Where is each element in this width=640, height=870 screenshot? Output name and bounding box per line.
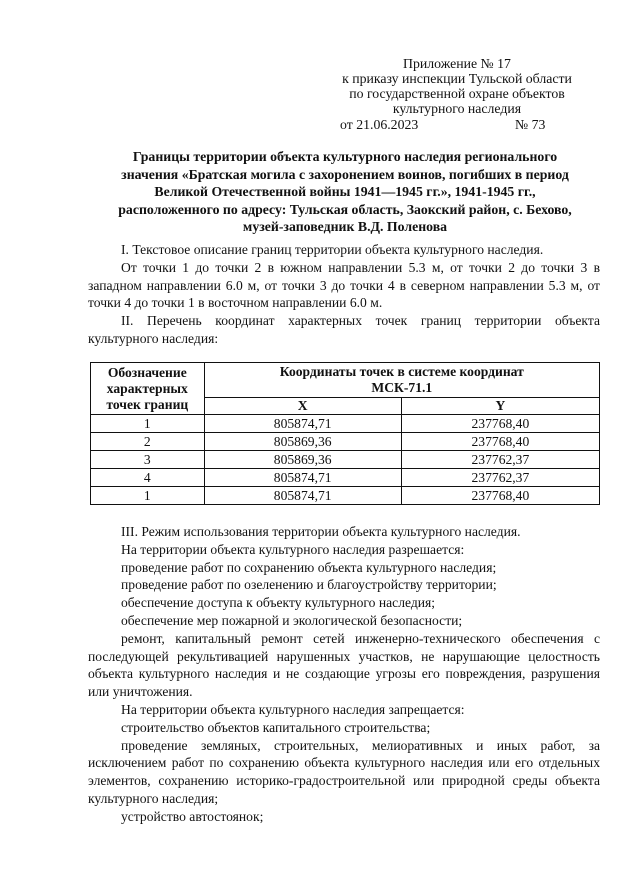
allowed-item: обеспечение доступа к объекту культурного наследия; bbox=[121, 595, 436, 611]
y-cell: 237762,37 bbox=[401, 451, 599, 469]
title-line: значения «Братская могила с захоронением воинов, погибших в период bbox=[121, 166, 569, 182]
allowed-item: ремонт, капитальный ремонт сетей инженерно-технического обеспечения с последующей рекультивацией нарушенных участков, не нарушающие целостность объекта культурного наследия и не создающие угрозы его повреждения, разрушения или уничтожения. bbox=[88, 630, 600, 700]
allowed-intro: На территории объекта культурного наследия разрешается: bbox=[121, 541, 465, 557]
allowed-item: проведение работ по озеленению и благоустройству территории; bbox=[121, 577, 497, 593]
point-cell: 4 bbox=[91, 469, 205, 487]
appendix-line: культурного наследия bbox=[392, 101, 522, 116]
point-cell: 2 bbox=[91, 433, 205, 451]
forbidden-intro: На территории объекта культурного наследия запрещается: bbox=[121, 701, 465, 717]
forbidden-item: строительство объектов капитального строительства; bbox=[121, 719, 431, 735]
forbidden-item: проведение земляных, строительных, мелиоративных и иных работ, за исключением работ по сохранению объекта культурного наследия или его отдельных элементов, сохранению историко-градостроительной или природной среды объекта культурного наследия; bbox=[88, 737, 600, 806]
section-3-heading: III. Режим использования территории объекта культурного наследия. bbox=[121, 524, 521, 539]
y-cell: 237768,40 bbox=[401, 433, 599, 451]
table-row bbox=[91, 451, 600, 469]
table-row bbox=[91, 469, 600, 487]
appendix-line: Приложение № 17 bbox=[403, 56, 511, 71]
section-1-heading: I. Текстовое описание границ территории объекта культурного наследия. bbox=[121, 242, 544, 257]
x-header: X bbox=[204, 398, 401, 415]
y-cell: 237768,40 bbox=[401, 487, 599, 505]
appendix-block bbox=[322, 56, 592, 116]
point-cell: 1 bbox=[91, 415, 205, 433]
x-cell: 805869,36 bbox=[204, 433, 401, 451]
title-line: музей-заповедник В.Д. Поленова bbox=[242, 219, 448, 235]
appendix-line: к приказу инспекции Тульской области bbox=[342, 71, 572, 86]
x-cell: 805874,71 bbox=[204, 487, 401, 505]
x-cell: 805874,71 bbox=[204, 469, 401, 487]
y-header: Y bbox=[401, 398, 599, 415]
title-line: Великой Отечественной войны 1941—1945 гг.», 1941-1945 гг., bbox=[154, 184, 536, 200]
section-1-text: От точки 1 до точки 2 в южном направлении 5.3 м, от точки 2 до точки 3 в западном направлении 6.0 м, от точки 3 до точки 4 в северном направлении 5.3 м, от точки 4 до точки 1 в восточном направлении 6.0 м. bbox=[88, 259, 600, 311]
table-row bbox=[91, 415, 600, 433]
document-title bbox=[88, 148, 602, 236]
y-cell: 237768,40 bbox=[401, 415, 599, 433]
section-2-heading: II. Перечень координат характерных точек границ территории объекта культурного наследия: bbox=[88, 313, 600, 346]
coordinates-table bbox=[90, 362, 600, 505]
coordinate-system-header: Координаты точек в системе координат МСК-71.1 bbox=[204, 363, 599, 398]
point-cell: 3 bbox=[91, 451, 205, 469]
section-3 bbox=[88, 523, 600, 826]
title-line: расположенного по адресу: Тульская область, Заокский район, с. Бехово, bbox=[118, 201, 572, 217]
forbidden-item: устройство автостоянок; bbox=[121, 808, 264, 824]
x-cell: 805869,36 bbox=[204, 451, 401, 469]
x-cell: 805874,71 bbox=[204, 415, 401, 433]
table-row bbox=[91, 433, 600, 451]
order-number: № 73 bbox=[515, 117, 546, 132]
point-designation-header: Обозначение характерных точек границ bbox=[91, 363, 205, 415]
appendix-line: по государственной охране объектов bbox=[349, 86, 565, 101]
y-cell: 237762,37 bbox=[401, 469, 599, 487]
title-line: Границы территории объекта культурного наследия регионального bbox=[132, 149, 558, 164]
order-date: от 21.06.2023 bbox=[340, 117, 419, 132]
allowed-item: проведение работ по сохранению объекта культурного наследия; bbox=[121, 559, 497, 575]
allowed-item: обеспечение мер пожарной и экологической безопасности; bbox=[121, 612, 463, 628]
sections-1-2 bbox=[88, 241, 600, 348]
point-cell: 1 bbox=[91, 487, 205, 505]
table-row bbox=[91, 487, 600, 505]
